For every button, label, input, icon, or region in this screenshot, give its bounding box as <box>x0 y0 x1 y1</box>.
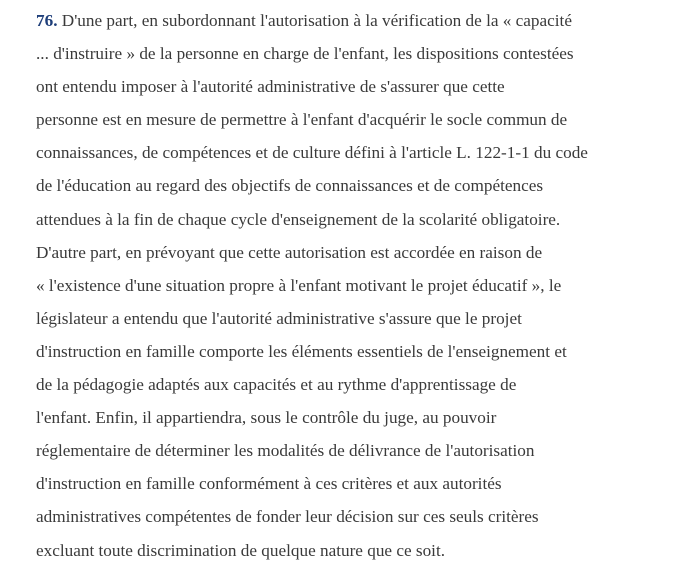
paragraph-line: excluant toute discrimination de quelque nature que ce soit. <box>36 540 446 560</box>
paragraph-line: de la pédagogie adaptés aux capacités et au rythme d'apprentissage de <box>36 375 517 395</box>
paragraph-line: d'instruction en famille comporte les éléments essentiels de l'enseignement et <box>36 341 567 361</box>
paragraph-line: administratives compétentes de fonder leur décision sur ces seuls critères <box>36 507 539 527</box>
paragraph-line: D'autre part, en prévoyant que cette autorisation est accordée en raison de <box>36 242 543 262</box>
paragraph-line-text: D'une part, en subordonnant l'autorisation à la vérification de la « capacité <box>57 11 572 30</box>
paragraph-line: réglementaire de déterminer les modalités de délivrance de l'autorisation <box>36 441 535 461</box>
paragraph-line: d'instruction en famille conformément à ces critères et aux autorités <box>36 474 502 494</box>
paragraph-line: ont entendu imposer à l'autorité administrative de s'assurer que cette <box>36 77 505 97</box>
paragraph-line <box>36 4 636 37</box>
paragraph-line: législateur a entendu que l'autorité administrative s'assure que le projet <box>36 308 522 328</box>
document-paragraph <box>36 4 636 567</box>
paragraph-number: 76. <box>36 11 58 30</box>
paragraph-line: de l'éducation au regard des objectifs de connaissances et de compétences <box>36 176 544 196</box>
paragraph-line: attendues à la fin de chaque cycle d'enseignement de la scolarité obligatoire. <box>36 209 561 229</box>
paragraph-line: personne est en mesure de permettre à l'enfant d'acquérir le socle commun de <box>36 110 568 130</box>
paragraph-line: l'enfant. Enfin, il appartiendra, sous le contrôle du juge, au pouvoir <box>36 408 497 428</box>
paragraph-line: « l'existence d'une situation propre à l'enfant motivant le projet éducatif », le <box>36 275 562 295</box>
paragraph-line: connaissances, de compétences et de culture défini à l'article L. 122-1-1 du code <box>36 143 588 163</box>
paragraph-line: ... d'instruire » de la personne en charge de l'enfant, les dispositions contestées <box>36 44 574 64</box>
